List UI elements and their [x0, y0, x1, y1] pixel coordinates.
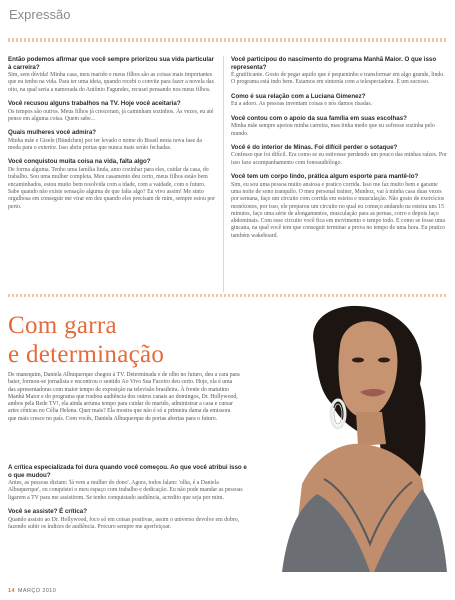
question: Você se assiste? É crítica? — [8, 508, 87, 516]
right-interview-column — [231, 56, 447, 240]
left-interview-column — [8, 56, 216, 211]
page-footer — [8, 588, 56, 594]
question: Então podemos afirmar que você sempre priorizou sua vida particular à carreira? — [8, 56, 214, 71]
question: Você contou com o apoio da sua família em suas escolhas? — [231, 114, 407, 122]
portrait-photo — [262, 304, 455, 572]
question: Você participou do nascimento do programa Manhã Maior. O que isso representa? — [231, 56, 437, 71]
question: Você conquistou muita coisa na vida, falta algo? — [8, 158, 151, 166]
page-number: 14 — [8, 588, 15, 594]
answer: Antes, as pessoas diziam: 'lá vem a mulher do dono'. Agora, todos falam: 'olha, é a Daniela Albuquerque', eu conquistei o meu espaço com trabalho e dedicação. Eu não pode mandar as pessoas ligarem a TV para me assistirem. Se tenho conquistado audiência, acredito que seja por mim. — [8, 480, 243, 501]
question: Você recusou alguns trabalhos na TV. Hoje você aceitaria? — [8, 100, 181, 108]
answer: Sim, eu sou uma pessoa muito ansiosa e pratico corrida. Isso me faz muito bem e garante uma noite de sono tranquilo. O meu personal trainer, Munhoz, vai à minha casa duas vezes por semana, faço um circuito com corrida em esteira e musculação. Não gosto de exercícios monótonos, por isso, ele preparou um circuito no qual eu começo andando na esteira uns 15 minutos, faço uma série de alongamentos, musculação para as pernas, corro e depois faço abdominais. Com esse circuito você fica em movimento o tempo todo. E como se fosse uma gincana, na qual você tem que conseguir terminar a prova no tempo de uma hora. Eu pratico também wakeboard. — [231, 181, 446, 239]
question: Como é sua relação com a Luciana Gimenez? — [231, 92, 366, 100]
answer: Minha mãe sempre apoiou minha carreira, mas tinha medo que eu sofresse sozinha pelo mundo. — [231, 123, 435, 137]
portrait-illustration — [262, 304, 455, 572]
answer: Eu a adoro. As pessoas inventam coisas e nós damos risadas. — [231, 101, 373, 108]
headline-line-2: e determinação — [8, 341, 165, 368]
bottom-interview-column — [8, 464, 248, 531]
question: Quais mulheres você admira? — [8, 129, 97, 137]
answer: Confesso que foi difícil. Era como se eu estivesse perdendo um pouco das minhas raízes. Por isso fazo acompanhamento com fonoaudiólogo. — [231, 152, 447, 166]
issue-date: MARÇO 2010 — [17, 588, 57, 594]
question: A crítica especializada foi dura quando você começou. Ao que você atribui isso e o que mudou? — [8, 464, 247, 479]
header-rule — [8, 38, 447, 42]
article-intro: De manequim, Daniela Albuquerque chegou à TV. Determinada e de olho no futuro, deu a cara para bater, formou-se jornalista e encontrou o sentido Ao Vivo Sua Faceiro deu certo. Hoje, ela é uma das apresentadoras com maior tempo de exposição na televisão brasileira. À frente do matutino Manhã Maior e do programa que roubou audiência dos outros canais ao domingos, Dr. Hollywood, ambos pela Rede TV!, ela ainda arruma tempo para cuidar do marido, administrar a casa e cursar artes cênicas no Célia Helena. Quer mais? Ela mostra que não é só a primeira dama da emissora que mais cresce no país. Com vocês, Daniela Albuquerque de portas abertas para o futuro. — [8, 372, 240, 422]
answer: Minha mãe e Gisele (Bündchen) por ter levado o nome do Brasil nesta nova fase da moda para o exterior. Isso abriu portas que nunca mais serão fechadas. — [8, 137, 202, 152]
answer: É gratificante. Gosto de pegar aquilo que é pequeninho e transformar em algo grande, lindo. O programa está indo bem. Estamos em sintonia com a telespectadora. É um sucesso. — [231, 72, 445, 86]
answer: De forma alguma. Tenho uma família linda, amo cozinhar para eles, cuidar da casa, do trabalho. Sou uma mulher completa. Meu casamento deu certo, meus filhos estão bem encaminhados, estou muito bem resolvida com a idade, com a vaidade, com o futuro. Sabe quando não existe sensação alguma de que falta algo? Eu vivo assim! Me sinto orgulhosa em conseguir me virar em dez quando eles precisam de mim, sempre estou por perto. — [8, 167, 216, 210]
headline-line-1: Com garra — [8, 312, 117, 339]
answer: Os tempos são outros. Meus filhos já cresceram, já caminham sozinhos. Às vezes, eu até penso em alguma coisa. Quem sabe... — [8, 108, 214, 122]
section-rule — [8, 294, 447, 297]
answer: Sim, sem dúvida! Minha casa, meu marido e meus filhos são as coisas mais importantes que eu tenho na vida. Para ter uma ideia, quando recebi o convite para fazer a novela das oito, na qual seria a namorada do Antônio Fagundes, recusei pensando nos meus filhos. — [8, 72, 214, 93]
question: Você é do interior de Minas. Foi difícil perder o sotaque? — [231, 143, 398, 151]
answer: Quando assisto ao Dr. Hollywood, foco só em coisas positivas, assim o universo devolve em dobro, fazendo subir os índices de audiência. Procuro sempre me aperfeiçoar. — [8, 516, 240, 530]
section-title: Expressão — [9, 7, 71, 22]
page-header — [0, 0, 455, 44]
column-divider — [223, 56, 224, 292]
question: Você tem um corpo lindo, prática algum esporte para mantê-lo? — [231, 173, 419, 181]
article-headline — [8, 311, 248, 369]
